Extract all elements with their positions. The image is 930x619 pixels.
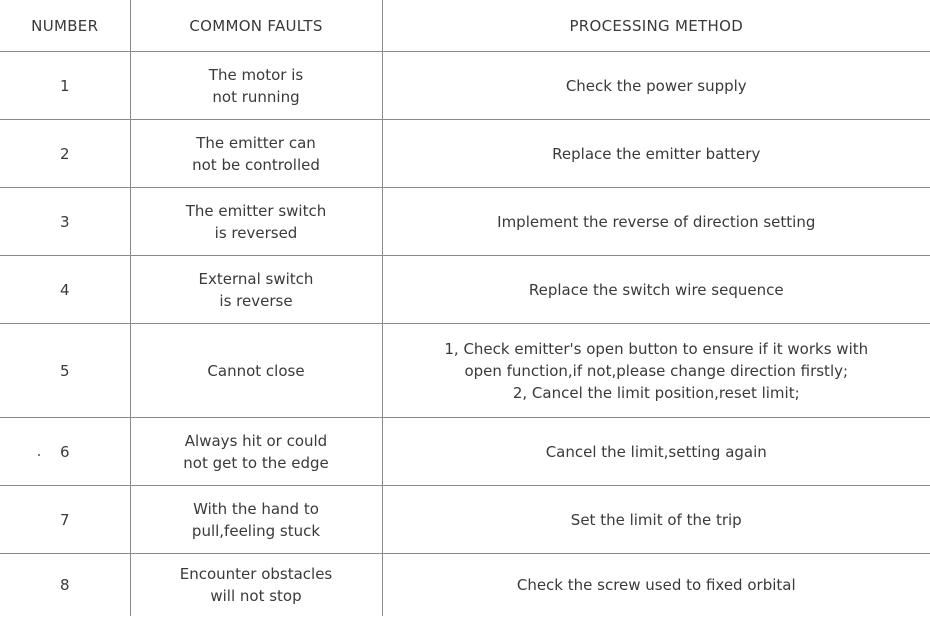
row-fault: The emitter can not be controlled (130, 120, 382, 188)
row-method: Set the limit of the trip (382, 486, 930, 554)
row-method: 1, Check emitter's open button to ensure if it works with open function,if not,please change direction firstly; 2, Cancel the limit position,reset limit; (382, 324, 930, 418)
row-number: 3 (0, 188, 130, 256)
table-row (0, 256, 930, 324)
row-method: Replace the emitter battery (382, 120, 930, 188)
row-number: 8 (0, 554, 130, 617)
row-number: 1 (0, 52, 130, 120)
table-row (0, 554, 930, 617)
row-method: Cancel the limit,setting again (382, 418, 930, 486)
header-processing-method: PROCESSING METHOD (382, 0, 930, 52)
row-fault: The emitter switch is reversed (130, 188, 382, 256)
table-row (0, 52, 930, 120)
row-method: Implement the reverse of direction setting (382, 188, 930, 256)
stray-dot (38, 454, 40, 456)
row-number: 4 (0, 256, 130, 324)
table-row (0, 418, 930, 486)
row-number: 5 (0, 324, 130, 418)
table-row (0, 188, 930, 256)
header-number: NUMBER (0, 0, 130, 52)
row-number: 2 (0, 120, 130, 188)
row-fault: Encounter obstacles will not stop (130, 554, 382, 617)
header-common-faults: COMMON FAULTS (130, 0, 382, 52)
row-fault: Cannot close (130, 324, 382, 418)
row-fault: The motor is not running (130, 52, 382, 120)
row-fault: Always hit or could not get to the edge (130, 418, 382, 486)
row-number-cell (0, 418, 130, 486)
header-row (0, 0, 930, 52)
row-method: Check the power supply (382, 52, 930, 120)
row-fault: With the hand to pull,feeling stuck (130, 486, 382, 554)
table-row (0, 324, 930, 418)
table-row (0, 486, 930, 554)
row-fault: External switch is reverse (130, 256, 382, 324)
row-number: 7 (0, 486, 130, 554)
table-row (0, 120, 930, 188)
row-number: 6 (59, 442, 70, 461)
row-method: Replace the switch wire sequence (382, 256, 930, 324)
row-method: Check the screw used to fixed orbital (382, 554, 930, 617)
